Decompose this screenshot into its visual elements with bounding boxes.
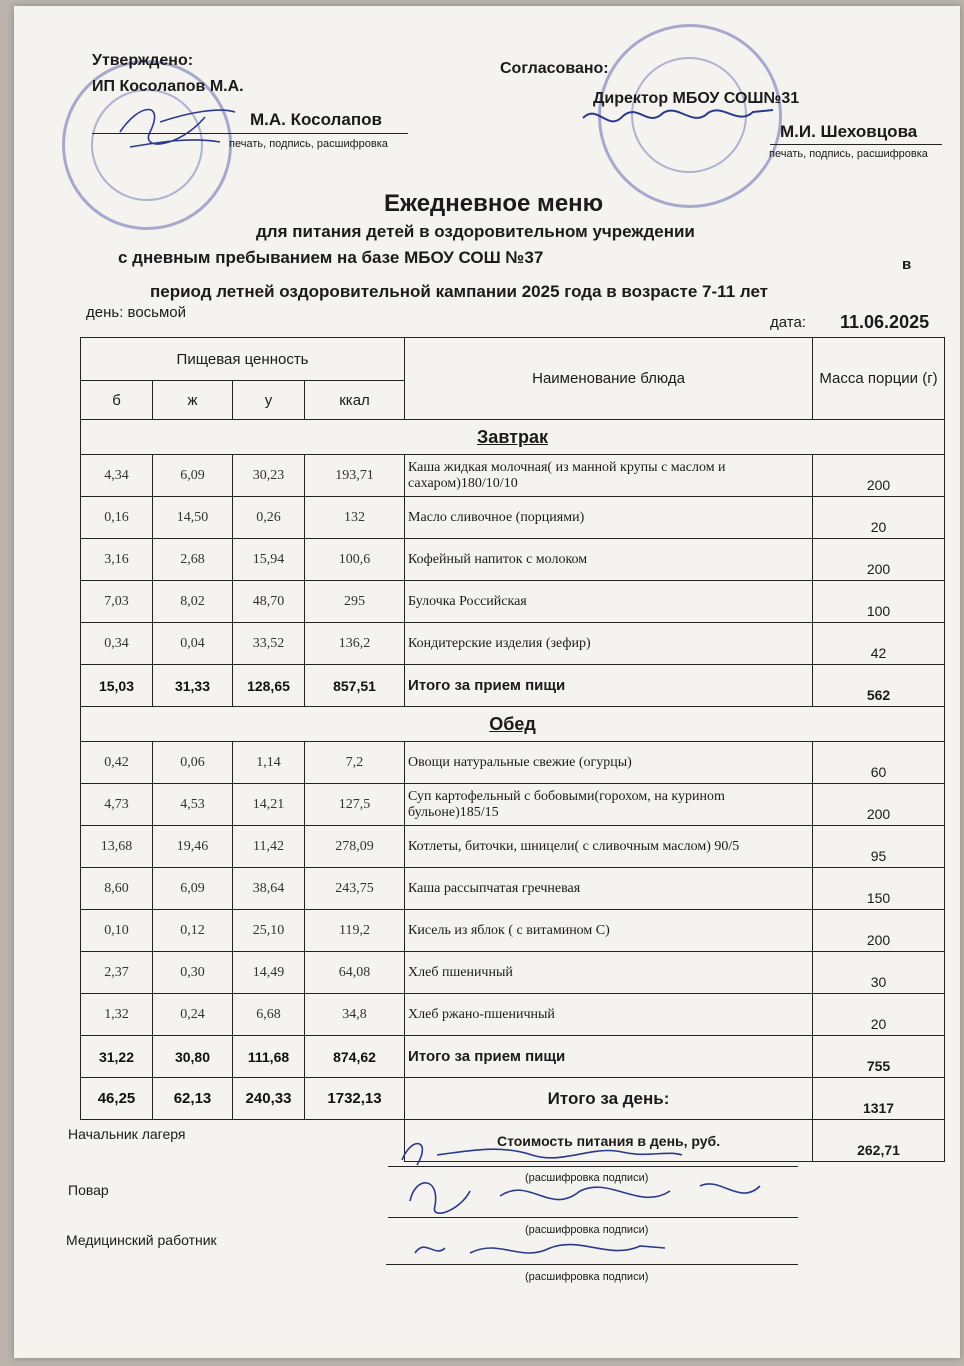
agreed-name: М.И. Шеховцова — [780, 122, 918, 141]
protein-cell: 0,10 — [81, 910, 153, 952]
title-line3: период летней оздоровительной кампании 2025 года в возрасте 7-11 лет — [150, 282, 769, 301]
lunch-row — [81, 994, 945, 1036]
day-total-protein: 46,25 — [81, 1078, 153, 1120]
camp-head-caption: (расшифровка подписи) — [525, 1172, 649, 1184]
kcal-cell: 193,71 — [305, 455, 405, 497]
kcal-cell: 34,8 — [305, 994, 405, 1036]
kcal-cell: 243,75 — [305, 868, 405, 910]
carbs-cell: 11,42 — [233, 826, 305, 868]
dish-name: Кисель из яблок ( с витамином С) — [405, 910, 813, 952]
cook-label: Повар — [68, 1182, 109, 1198]
day-total-fat: 62,13 — [153, 1078, 233, 1120]
lunch-rows — [81, 742, 945, 1036]
fat-cell: 0,12 — [153, 910, 233, 952]
fat-cell: 6,09 — [153, 868, 233, 910]
col-kcal: ккал — [305, 381, 405, 420]
cost-label: Стоимость питания в день, руб. — [405, 1120, 813, 1162]
carbs-cell: 33,52 — [233, 623, 305, 665]
dish-name: Суп картофельный с бобовыми(горохом, на куриноm бульоне)185/15 — [405, 784, 813, 826]
carbs-cell: 48,70 — [233, 581, 305, 623]
dish-name: Котлеты, биточки, шницели( с сливочным маслом) 90/5 — [405, 826, 813, 868]
total-carbs: 111,68 — [233, 1036, 305, 1078]
protein-cell: 13,68 — [81, 826, 153, 868]
protein-cell: 0,16 — [81, 497, 153, 539]
fat-cell: 0,30 — [153, 952, 233, 994]
kcal-cell: 278,09 — [305, 826, 405, 868]
col-carbs: у — [233, 381, 305, 420]
mass-cell: 200 — [813, 455, 945, 497]
title-main: Ежедневное меню — [384, 190, 604, 217]
dish-name: Хлеб ржано-пшеничный — [405, 994, 813, 1036]
signature-medic — [410, 1228, 670, 1268]
total-label: Итого за прием пищи — [405, 665, 813, 707]
carbs-cell: 1,14 — [233, 742, 305, 784]
approved-heading: Утверждено: — [92, 52, 194, 69]
total-fat: 30,80 — [153, 1036, 233, 1078]
date-value: 11.06.2025 — [840, 312, 930, 332]
kcal-cell: 132 — [305, 497, 405, 539]
agreed-heading: Согласовано: — [500, 60, 609, 77]
cost-value: 262,71 — [813, 1120, 945, 1162]
lunch-total-row — [81, 1036, 945, 1078]
kcal-cell: 100,6 — [305, 539, 405, 581]
lunch-row — [81, 952, 945, 994]
approved-name: М.А. Косолапов — [250, 110, 382, 129]
day-total-kcal: 1732,13 — [305, 1078, 405, 1120]
dish-name: Кофейный напиток с молоком — [405, 539, 813, 581]
total-mass: 755 — [813, 1036, 945, 1078]
fat-cell: 6,09 — [153, 455, 233, 497]
total-fat: 31,33 — [153, 665, 233, 707]
col-fat: ж — [153, 381, 233, 420]
carbs-cell: 30,23 — [233, 455, 305, 497]
kcal-cell: 136,2 — [305, 623, 405, 665]
mass-cell: 200 — [813, 910, 945, 952]
protein-cell: 8,60 — [81, 868, 153, 910]
fat-cell: 0,06 — [153, 742, 233, 784]
total-carbs: 128,65 — [233, 665, 305, 707]
signature-approved — [110, 92, 240, 162]
total-label: Итого за прием пищи — [405, 1036, 813, 1078]
dish-name: Каша жидкая молочная( из манной крупы с маслом и сахаром)180/10/10 — [405, 455, 813, 497]
carbs-cell: 14,21 — [233, 784, 305, 826]
title-line2: с дневным пребыванием на базе МБОУ СОШ №37 — [118, 248, 544, 267]
approved-org: ИП Косолапов М.А. — [92, 78, 244, 95]
carbs-cell: 14,49 — [233, 952, 305, 994]
fat-cell: 19,46 — [153, 826, 233, 868]
lunch-row — [81, 868, 945, 910]
dish-header: Наименование блюда — [405, 338, 813, 420]
protein-cell: 4,73 — [81, 784, 153, 826]
fat-cell: 14,50 — [153, 497, 233, 539]
dish-name: Хлеб пшеничный — [405, 952, 813, 994]
medic-label: Медицинский работник — [66, 1232, 217, 1248]
day-label: день: восьмой — [86, 304, 187, 321]
mass-cell: 95 — [813, 826, 945, 868]
lunch-row — [81, 742, 945, 784]
carbs-cell: 15,94 — [233, 539, 305, 581]
dish-name: Кондитерские изделия (зефир) — [405, 623, 813, 665]
mass-cell: 20 — [813, 994, 945, 1036]
dish-name: Масло сливочное (порциями) — [405, 497, 813, 539]
day-total-row — [81, 1078, 945, 1120]
mass-cell: 42 — [813, 623, 945, 665]
mass-header: Масса порции (г) — [813, 338, 945, 420]
signature-agreed — [578, 98, 778, 138]
protein-cell: 4,34 — [81, 455, 153, 497]
section-lunch: Обед — [81, 707, 945, 742]
date-label: дата: — [770, 314, 806, 331]
breakfast-row — [81, 539, 945, 581]
mass-cell: 60 — [813, 742, 945, 784]
protein-cell: 2,37 — [81, 952, 153, 994]
total-protein: 15,03 — [81, 665, 153, 707]
section-breakfast: Завтрак — [81, 420, 945, 455]
breakfast-total-row — [81, 665, 945, 707]
protein-cell: 1,32 — [81, 994, 153, 1036]
fat-cell: 4,53 — [153, 784, 233, 826]
fat-cell: 0,24 — [153, 994, 233, 1036]
fat-cell: 0,04 — [153, 623, 233, 665]
approved-caption: печать, подпись, расшифровка — [229, 138, 388, 150]
dish-name: Булочка Российская — [405, 581, 813, 623]
breakfast-row — [81, 497, 945, 539]
mass-cell: 30 — [813, 952, 945, 994]
fat-cell: 2,68 — [153, 539, 233, 581]
total-mass: 562 — [813, 665, 945, 707]
camp-head-label: Начальник лагеря — [68, 1126, 186, 1142]
dish-name: Овощи натуральные свежие (огурцы) — [405, 742, 813, 784]
cook-caption: (расшифровка подписи) — [525, 1224, 649, 1236]
total-kcal: 857,51 — [305, 665, 405, 707]
total-kcal: 874,62 — [305, 1036, 405, 1078]
menu-table — [80, 337, 945, 1162]
agreed-line — [770, 144, 942, 145]
lunch-row — [81, 826, 945, 868]
protein-cell: 7,03 — [81, 581, 153, 623]
carbs-cell: 25,10 — [233, 910, 305, 952]
carbs-cell: 0,26 — [233, 497, 305, 539]
lunch-row — [81, 910, 945, 952]
agreed-position: Директор МБОУ СОШ№31 — [593, 90, 800, 107]
kcal-cell: 7,2 — [305, 742, 405, 784]
medic-caption: (расшифровка подписи) — [525, 1271, 649, 1283]
mass-cell: 100 — [813, 581, 945, 623]
lunch-row — [81, 784, 945, 826]
mass-cell: 150 — [813, 868, 945, 910]
day-total-mass: 1317 — [813, 1078, 945, 1120]
title-line1: для питания детей в оздоровительном учреждении — [256, 222, 695, 241]
carbs-cell: 6,68 — [233, 994, 305, 1036]
kcal-cell: 64,08 — [305, 952, 405, 994]
mass-cell: 20 — [813, 497, 945, 539]
day-total-label: Итого за день: — [405, 1078, 813, 1120]
kcal-cell: 119,2 — [305, 910, 405, 952]
agreed-caption: печать, подпись, расшифровка — [769, 148, 928, 160]
kcal-cell: 127,5 — [305, 784, 405, 826]
mass-cell: 200 — [813, 784, 945, 826]
kcal-cell: 295 — [305, 581, 405, 623]
signature-cook — [400, 1166, 770, 1226]
day-total-carbs: 240,33 — [233, 1078, 305, 1120]
col-protein: б — [81, 381, 153, 420]
protein-cell: 0,34 — [81, 623, 153, 665]
protein-cell: 3,16 — [81, 539, 153, 581]
dish-name: Каша рассыпчатая гречневая — [405, 868, 813, 910]
breakfast-rows — [81, 455, 945, 665]
nutrition-header: Пищевая ценность — [81, 338, 405, 381]
breakfast-row — [81, 581, 945, 623]
total-protein: 31,22 — [81, 1036, 153, 1078]
breakfast-row — [81, 455, 945, 497]
breakfast-row — [81, 623, 945, 665]
mass-cell: 200 — [813, 539, 945, 581]
title-line2-tail: в — [902, 256, 912, 273]
carbs-cell: 38,64 — [233, 868, 305, 910]
protein-cell: 0,42 — [81, 742, 153, 784]
fat-cell: 8,02 — [153, 581, 233, 623]
